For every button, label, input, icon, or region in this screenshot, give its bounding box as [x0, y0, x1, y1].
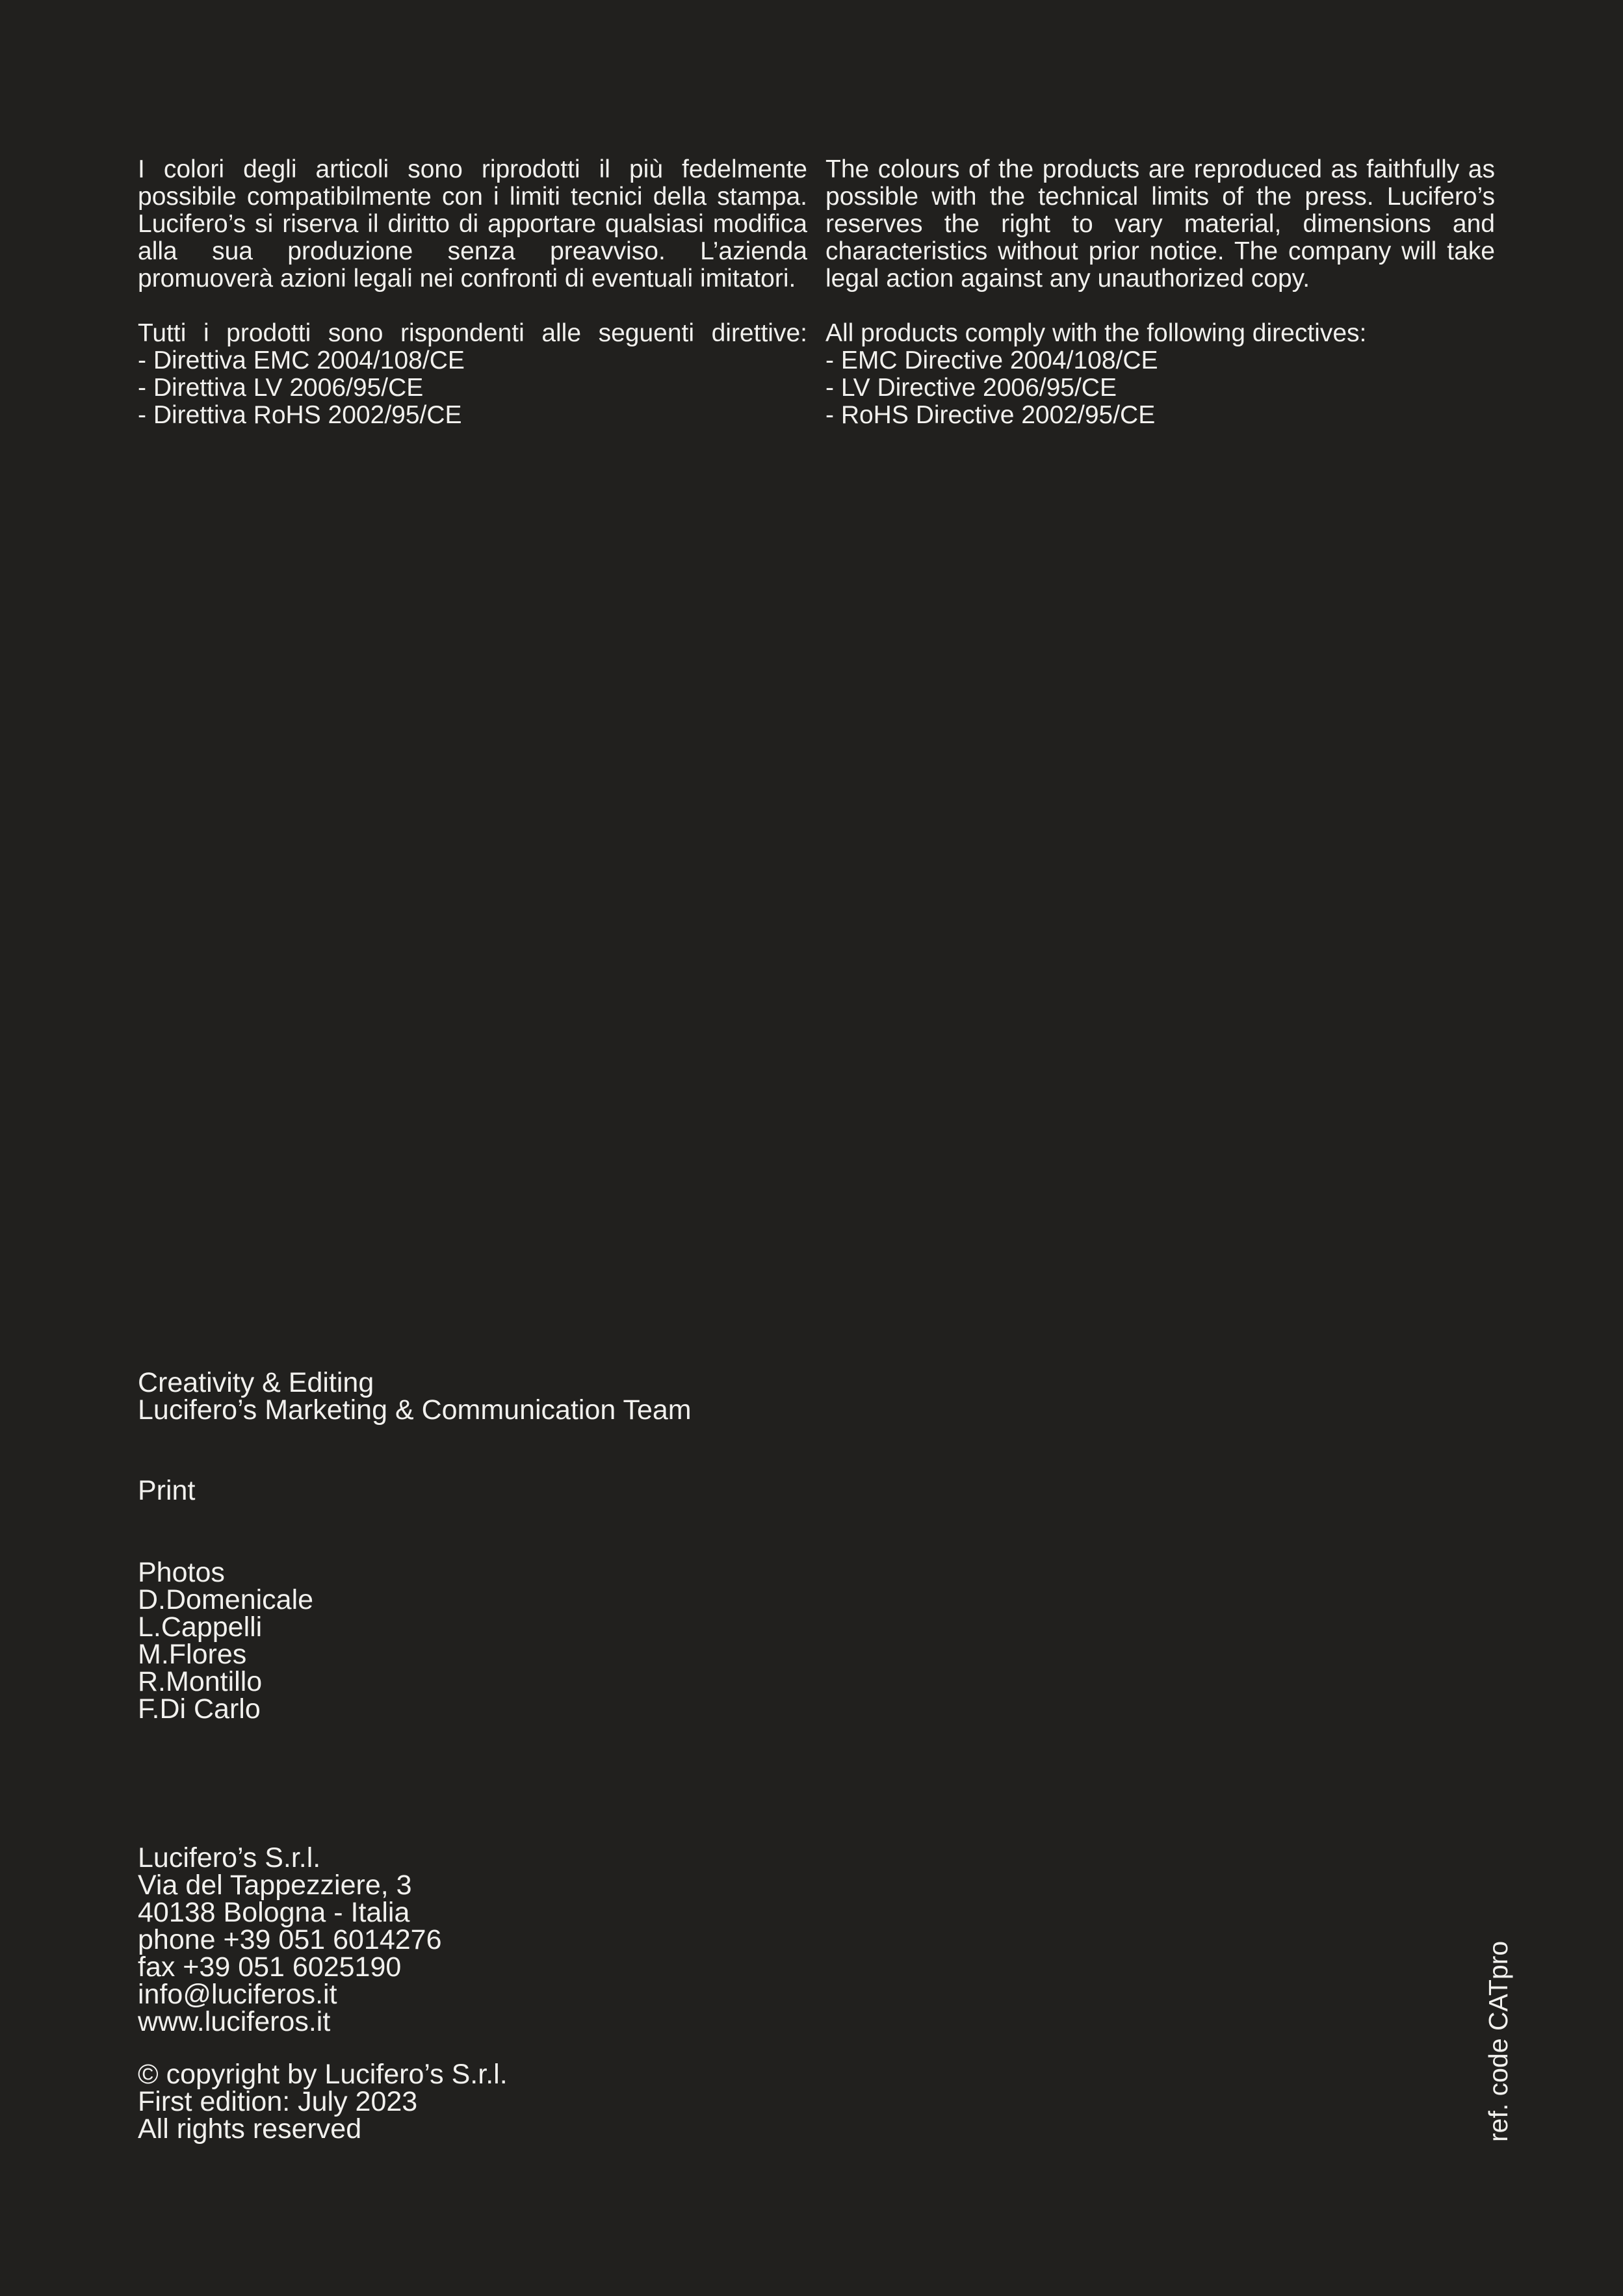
- italian-directive-rohs: - Direttiva RoHS 2002/95/CE: [138, 401, 462, 429]
- photos-heading: Photos: [138, 1557, 225, 1588]
- english-directive-emc: - EMC Directive 2004/108/CE: [825, 346, 1158, 374]
- copyright-notice: © copyright by Lucifero’s S.r.l.: [138, 2059, 508, 2090]
- print-credits: [138, 1477, 195, 1504]
- copyright-block: [138, 2061, 508, 2143]
- copyright-edition: First edition: July 2023: [138, 2086, 418, 2117]
- photographer: M.Flores: [138, 1639, 247, 1670]
- english-directives-intro: All products comply with the following directives:: [825, 319, 1367, 347]
- italian-directive-lv: - Direttiva LV 2006/95/CE: [138, 374, 424, 402]
- photographer: F.Di Carlo: [138, 1693, 261, 1725]
- company-address: [138, 1844, 442, 2035]
- english-directive-rohs: - RoHS Directive 2002/95/CE: [825, 401, 1156, 429]
- photo-credits: [138, 1559, 313, 1723]
- creativity-team: Lucifero’s Marketing & Communication Team: [138, 1394, 692, 1426]
- creativity-credits: [138, 1369, 692, 1424]
- spacer: [138, 293, 807, 320]
- company-street: Via del Tappezziere, 3: [138, 1870, 412, 1901]
- spacer: [825, 293, 1495, 320]
- company-phone: phone +39 051 6014276: [138, 1924, 442, 1955]
- company-name: Lucifero’s S.r.l.: [138, 1842, 321, 1873]
- copyright-rights: All rights reserved: [138, 2113, 362, 2145]
- company-email: info@luciferos.it: [138, 1979, 337, 2010]
- company-website: www.luciferos.it: [138, 2006, 331, 2037]
- photographer: L.Cappelli: [138, 1611, 263, 1643]
- italian-directive-emc: - Direttiva EMC 2004/108/CE: [138, 346, 465, 374]
- creativity-heading: Creativity & Editing: [138, 1367, 374, 1398]
- italian-directives-intro: Tutti i prodotti sono rispondenti alle seguenti direttive:: [138, 319, 807, 347]
- ref-code: ref. code CATpro: [1483, 1940, 1513, 2142]
- english-directive-lv: - LV Directive 2006/95/CE: [825, 374, 1117, 402]
- english-column: [825, 156, 1495, 429]
- company-fax: fax +39 051 6025190: [138, 1951, 402, 1983]
- company-city: 40138 Bologna - Italia: [138, 1897, 410, 1928]
- italian-column: [138, 156, 807, 429]
- photographer: R.Montillo: [138, 1666, 263, 1697]
- print-heading: Print: [138, 1475, 196, 1506]
- italian-disclaimer: I colori degli articoli sono riprodotti il più fedelmente possibile compatibilmente con i limiti tecnici della stampa. Lucifero’s si riserva il diritto di apportare qualsiasi modifica alla sua produzione senza preavviso. L’azienda promuoverà azioni legali nei confronti di eventuali imitatori.: [138, 155, 807, 293]
- english-disclaimer: The colours of the products are reproduced as faithfully as possible with the technical limits of the press. Lucifero’s reserves the right to vary material, dimensions and characteristics without prior notice. The company will take legal action against any unauthorized copy.: [825, 155, 1495, 293]
- photographer: D.Domenicale: [138, 1584, 314, 1615]
